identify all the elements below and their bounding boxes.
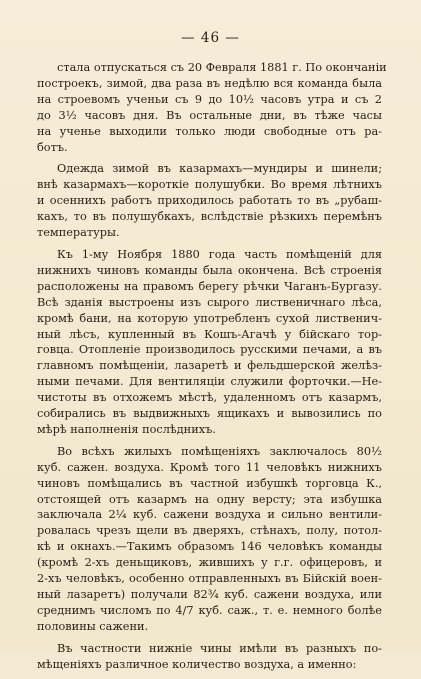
text-line: Къ 1-му Ноября 1880 года часть помѣщеній для [57, 247, 382, 261]
text-line: и осеннихъ работъ приходилось работать то въ „рубаш- [37, 194, 382, 208]
text-line: куб. сажен. воздуха. Кромѣ того 11 человѣкъ нижнихъ [37, 460, 382, 474]
text-line: Одежда зимой въ казармахъ—мундиры и шинели; [57, 162, 382, 176]
text-line: 2-хъ человѣкъ, особенно отправленныхъ въ Бійскій воен- [37, 572, 382, 586]
paragraph [37, 60, 387, 155]
text-line: отстоящей отъ казармъ на одну версту; эта избушка [37, 492, 382, 506]
text-line: говца. Отопленіе производилось русскими печами, а въ [37, 343, 382, 357]
text-line: среднимъ числомъ по 4/7 куб. саж., т. е. немного болѣе [37, 603, 382, 617]
text-line: половины сажени. [37, 619, 149, 633]
text-line: ный лазаретъ) получали 82¾ куб. сажени воздуха, или [37, 588, 382, 601]
text-line: температуры. [37, 226, 120, 240]
text-line: расположены на правомъ берегу рѣчки Чаганъ-Бургазу. [37, 279, 382, 293]
text-line: Въ частности нижніе чины имѣли въ разныхъ по- [57, 641, 382, 655]
text-line: Всѣ зданія выстроены изъ сырого лиственичнаго лѣса, [37, 295, 382, 309]
text-line: мѣрѣ наполненія послѣднихъ. [37, 422, 216, 436]
text-line: построекъ, зимой, два раза въ недѣлю вся команда была [37, 76, 382, 90]
paragraph [37, 247, 382, 438]
text-line: кѣ и окнахъ.—Такимъ образомъ 146 человѣкъ команды [37, 540, 382, 554]
text-line: кромѣ бани, на которую употребленъ сухой лиственич- [37, 311, 382, 325]
text-line: ровалась чрезъ щели въ дверяхъ, стѣнахъ, полу, потол- [37, 524, 382, 538]
text-line: Во всѣхъ жилыхъ помѣщеніяхъ заключалось 80½ [57, 444, 382, 458]
text-line: на ученье выходили только люди свободные отъ ра- [37, 124, 382, 138]
text-line: чистоты въ отхожемъ мѣстѣ, удаленномъ отъ казармъ, [37, 391, 382, 405]
text-line: (кромѣ 2-хъ деньщиковъ, жившихъ у г.г. офицеровъ, и [37, 556, 382, 570]
text-line: стала отпускаться съ 20 Февраля 1881 г. По окончаніи [57, 61, 387, 74]
text-line: мѣщеніяхъ различное количество воздуха, а именно: [37, 657, 357, 671]
text-line: собирались въ выдвижныхъ ящикахъ и вывозились по [37, 407, 382, 421]
text-line: нижнихъ чиновъ команды была окончена. Всѣ строенія [37, 263, 382, 277]
text-line: ботъ. [37, 140, 68, 154]
paragraph [37, 641, 382, 673]
text-line: на строевомъ ученьи съ 9 до 10½ часовъ утра и съ 2 [37, 92, 382, 106]
text-line: заключала 2¼ куб. сажени воздуха и сильно вентили- [37, 508, 382, 522]
paragraph [37, 161, 382, 241]
text-line: ными печами. Для вентиляціи служили форточки.—Не- [37, 375, 382, 389]
body-text [37, 60, 387, 679]
text-line: до 3½ часовъ дня. Въ остальные дни, въ тѣже часы [37, 108, 382, 122]
text-line: главномъ помѣщеніи, лазаретѣ и фельдшерской желѣз- [37, 359, 382, 373]
text-line: чиновъ помѣщались въ частной избушкѣ торговца К., [37, 476, 382, 490]
page-number: — 46 — [181, 30, 240, 46]
paragraph [37, 444, 382, 635]
text-line: кахъ, то въ полушубкахъ, вслѣдствіе рѣзкихъ перемѣнъ [37, 210, 382, 224]
text-line: внѣ казармахъ—короткіе полушубки. Во время лѣтнихъ [37, 178, 382, 192]
text-line: ный лѣсъ, купленный въ Кошъ-Агачѣ у бійскаго тор- [37, 327, 382, 341]
